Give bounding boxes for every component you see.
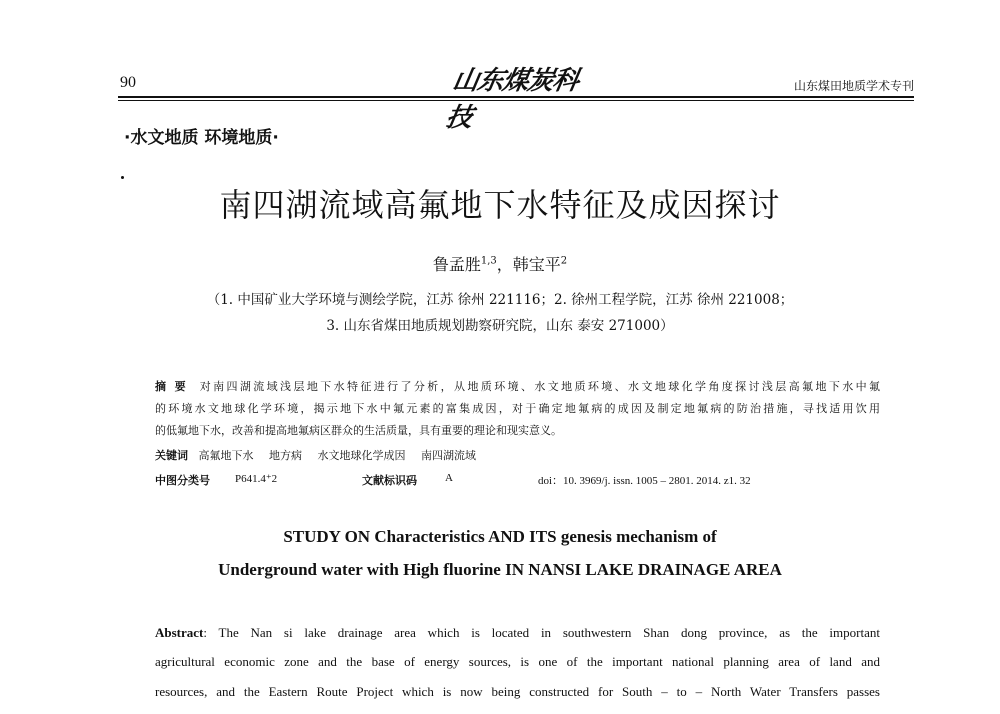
author-1-affil: 1,3 <box>480 255 497 267</box>
clc-code: P641.4⁺2 <box>235 473 278 485</box>
section-label: ·水文地质 环境地质· <box>124 128 279 148</box>
journal-logo: 山东煤炭科技 <box>443 66 581 133</box>
abstract-en-line-3: resources, and the Eastern Route Project which is now being constructed for South – to – North Water Transfers passes <box>155 684 880 699</box>
doi: doi：10. 3969/j. issn. 1005 – 2801. 2014. z1. 32 <box>538 475 751 487</box>
abstract-cn-line-1 <box>155 378 880 395</box>
author-2: 韩宝平 <box>512 255 561 274</box>
english-title-line-2: Underground water with High fluorine IN NANSI LAKE DRAINAGE AREA <box>218 560 782 579</box>
doc-code-label: 文献标识码 <box>362 474 417 487</box>
abstract-en-label: Abstract <box>155 625 204 640</box>
keywords-label: 关键词 <box>155 449 188 462</box>
clc-label: 中图分类号 <box>155 474 210 487</box>
affiliation-line-1: （1. 中国矿业大学环境与测绘学院，江苏 徐州 221116；2. 徐州工程学院，江苏 徐州 221008； <box>206 292 794 308</box>
english-title-line-1: STUDY ON Characteristics AND ITS genesis mechanism of <box>283 527 717 546</box>
author-separator: ， <box>496 255 513 274</box>
abstract-cn-line-2: 的环境水文地球化学环境，揭示地下水中氟元素的富集成因，对于确定地氟病的成因及制定地氟病的防治措施，寻找适用饮用 <box>155 402 880 415</box>
abstract-cn-text-1: 对南四湖流域浅层地下水特征进行了分析，从地质环境、水文地质环境、水文地球化学角度探讨浅层高氟地下水中氟 <box>199 380 880 393</box>
abstract-en-colon: : <box>203 625 219 640</box>
author-1: 鲁孟胜 <box>432 255 481 274</box>
page-number: 90 <box>120 74 136 91</box>
abstract-en-line-2: agricultural economic zone and the base of energy sources, is one of the important national planning area of land and <box>155 654 880 669</box>
abstract-en-text-1: The Nan si lake drainage area which is located in southwestern Shan dong province, as the important <box>218 625 880 640</box>
affiliation-line-2: 3. 山东省煤田地质规划勘察研究院，山东 泰安 271000） <box>326 318 674 334</box>
header-rule-thin <box>118 100 914 101</box>
author-2-affil: 2 <box>560 255 568 267</box>
keyword-item: 高氟地下水 <box>198 449 254 462</box>
authors <box>0 252 1000 275</box>
keyword-item: 南四湖流域 <box>421 449 476 462</box>
abstract-en-line-1 <box>155 625 880 641</box>
header-rule <box>118 96 914 98</box>
paper-title: 南四湖流域高氟地下水特征及成因探讨 <box>219 186 781 224</box>
stray-mark <box>121 176 124 179</box>
journal-issue-label: 山东煤田地质学术专刊 <box>793 79 914 93</box>
keyword-item: 地方病 <box>269 449 302 462</box>
keyword-item: 水文地球化学成因 <box>317 449 406 462</box>
classification-line <box>155 472 880 488</box>
abstract-cn-line-3: 的低氟地下水，改善和提高地氟病区群众的生活质量，具有重要的理论和现实意义。 <box>155 424 562 437</box>
abstract-cn-label: 摘 要 <box>155 380 188 393</box>
doc-code: A <box>445 472 453 484</box>
keywords <box>155 447 488 463</box>
